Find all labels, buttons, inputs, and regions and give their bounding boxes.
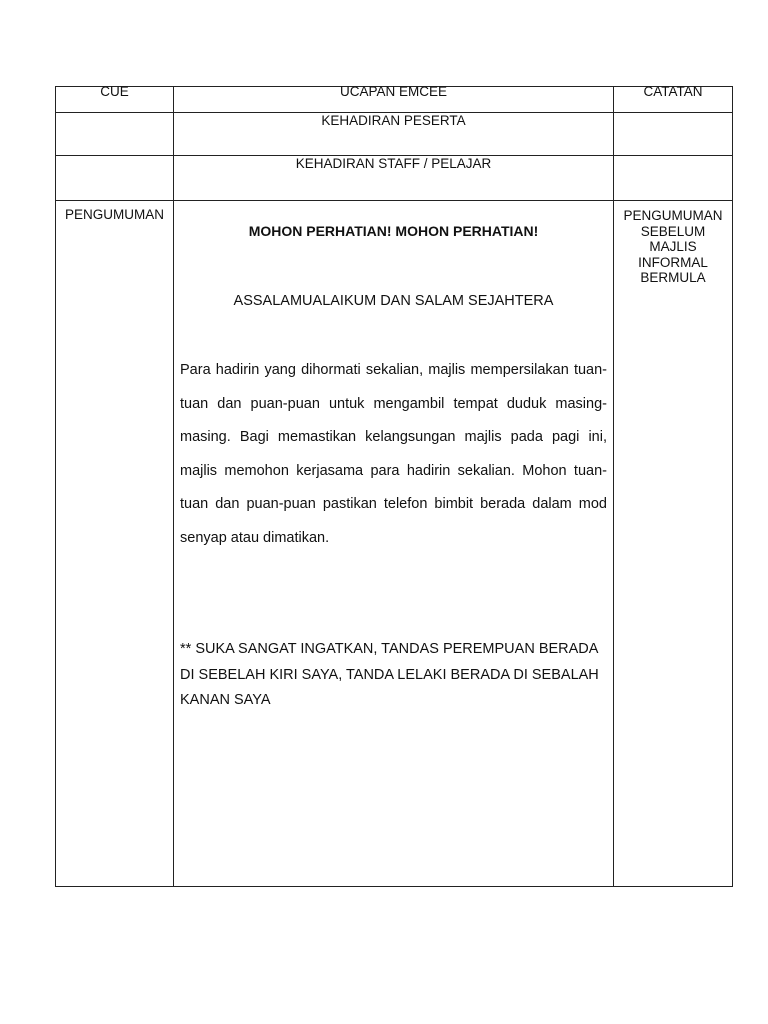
header-speech-label: UCAPAN EMCEE [339, 84, 448, 99]
greeting-line: ASSALAMUALAIKUM DAN SALAM SEJAHTERA [233, 293, 554, 309]
cell-notes [614, 113, 733, 156]
attention-heading: MOHON PERHATIAN! MOHON PERHATIAN! [248, 223, 539, 239]
header-notes [614, 84, 733, 113]
cell-speech: KEHADIRAN PESERTA [174, 113, 614, 156]
cell-speech: KEHADIRAN STAFF / PELAJAR [174, 156, 614, 201]
table-row [56, 113, 733, 156]
announcement-speech-cell [174, 201, 614, 887]
announcement-row [56, 201, 733, 887]
announcement-note: PENGUMUMAN SEBELUM MAJLIS INFORMAL BERMULA [623, 208, 723, 285]
cell-cue [56, 113, 174, 156]
announcement-cue-label: PENGUMUMAN [64, 207, 164, 222]
cell-notes [614, 156, 733, 201]
header-cue [56, 84, 174, 113]
header-speech [174, 84, 614, 113]
restroom-reminder: ** SUKA SANGAT INGATKAN, TANDAS PEREMPUAN BERADA DI SEBELAH KIRI SAYA, TANDA LELAKI BERADA DI SEBALAH KANAN SAYA [180, 641, 599, 708]
table-header-row [56, 87, 733, 113]
announcement-paragraph: Para hadirin yang dihormati sekalian, majlis mempersilakan tuan-tuan dan puan-puan untuk mengambil tempat duduk masing-masing. Bagi memastikan kelangsungan majlis pada pagi ini, majlis memohon kerjasama para hadirin sekalian. Mohon tuan-tuan dan puan-puan pastikan telefon bimbit berada dalam mod senyap atau dimatikan. [180, 362, 607, 546]
announcement-notes-cell [614, 201, 733, 887]
table-row [56, 156, 733, 201]
emcee-script-table [55, 86, 733, 887]
header-notes-label: CATATAN [643, 84, 703, 99]
cell-cue [56, 156, 174, 201]
announcement-body [174, 223, 613, 714]
announcement-cue-cell [56, 201, 174, 887]
header-cue-label: CUE [100, 84, 129, 99]
